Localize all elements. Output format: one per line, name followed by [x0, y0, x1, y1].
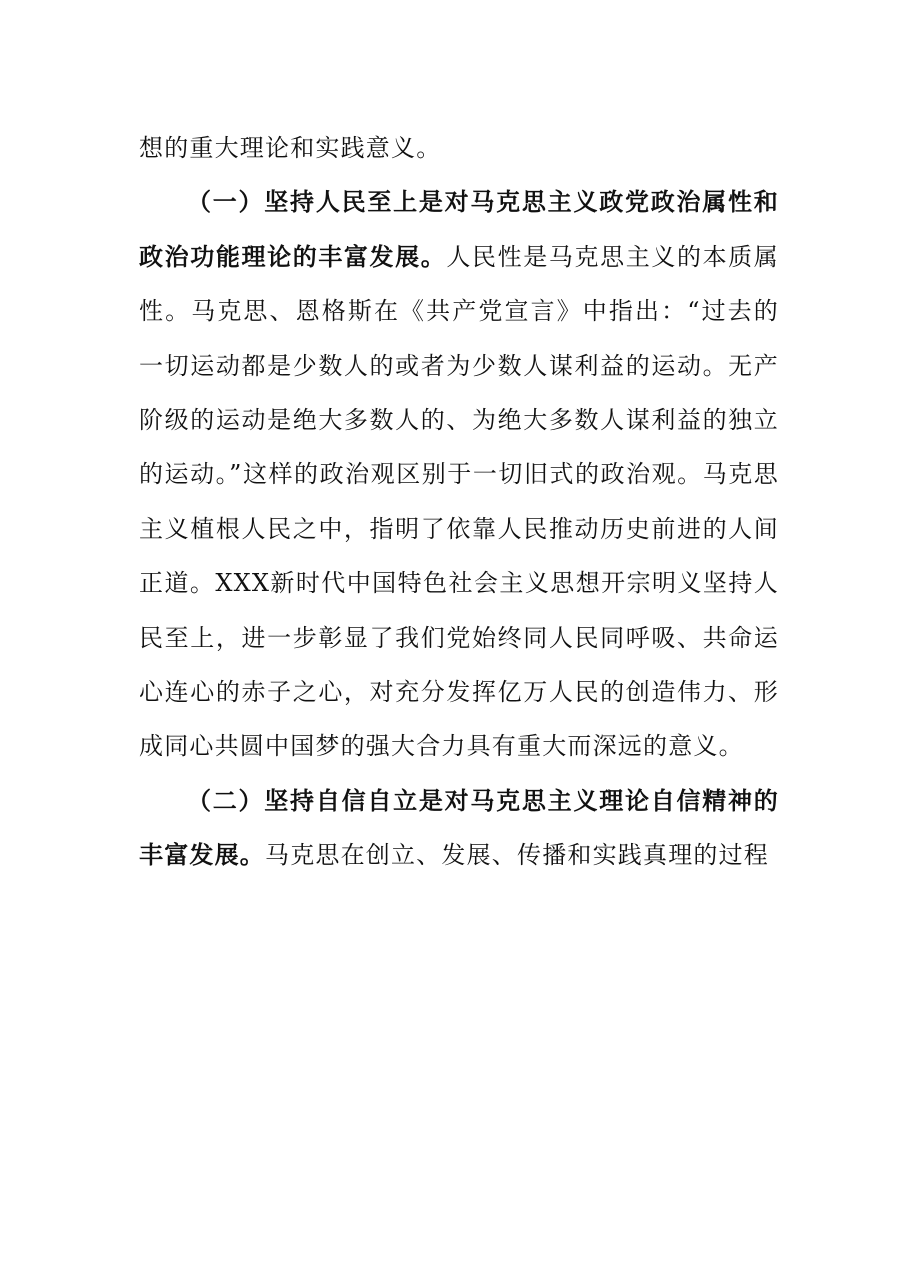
paragraph-section-1: [139, 175, 779, 773]
paragraph-body: 人民性是马克思主义的本质属性。马克思、恩格斯在《共产党宣言》中指出：“过去的一切运动都是少数人的或者为少数人谋利益的运动。无产阶级的运动是绝大多数人的、为绝大多数人谋利益的独立的运动。”这样的政治观区别于一切旧式的政治观。马克思主义植根人民之中，指明了依靠人民推动历史前进的人间正道。XXX新时代中国特色社会主义思想开宗明义坚持人民至上，进一步彰显了我们党始终同人民同呼吸、共命运心连心的赤子之心，对充分发挥亿万人民的创造伟力、形成同心共圆中国梦的强大合力具有重大而深远的意义。: [139, 242, 779, 761]
paragraph-section-2: [139, 774, 779, 883]
paragraph-body: 马克思在创立、发展、传播和实践真理的过程: [265, 841, 769, 870]
section-heading: （二）坚持自信自立是对马克思主义理论自信精神的丰富发展。: [139, 786, 779, 870]
paragraph-body: 想的重大理论和实践意义。: [139, 134, 442, 162]
section-heading: （一）坚持人民至上是对马克思主义政党政治属性和政治功能理论的丰富发展。: [139, 188, 779, 271]
document-body: [139, 121, 779, 883]
paragraph-continuation: [139, 121, 779, 175]
